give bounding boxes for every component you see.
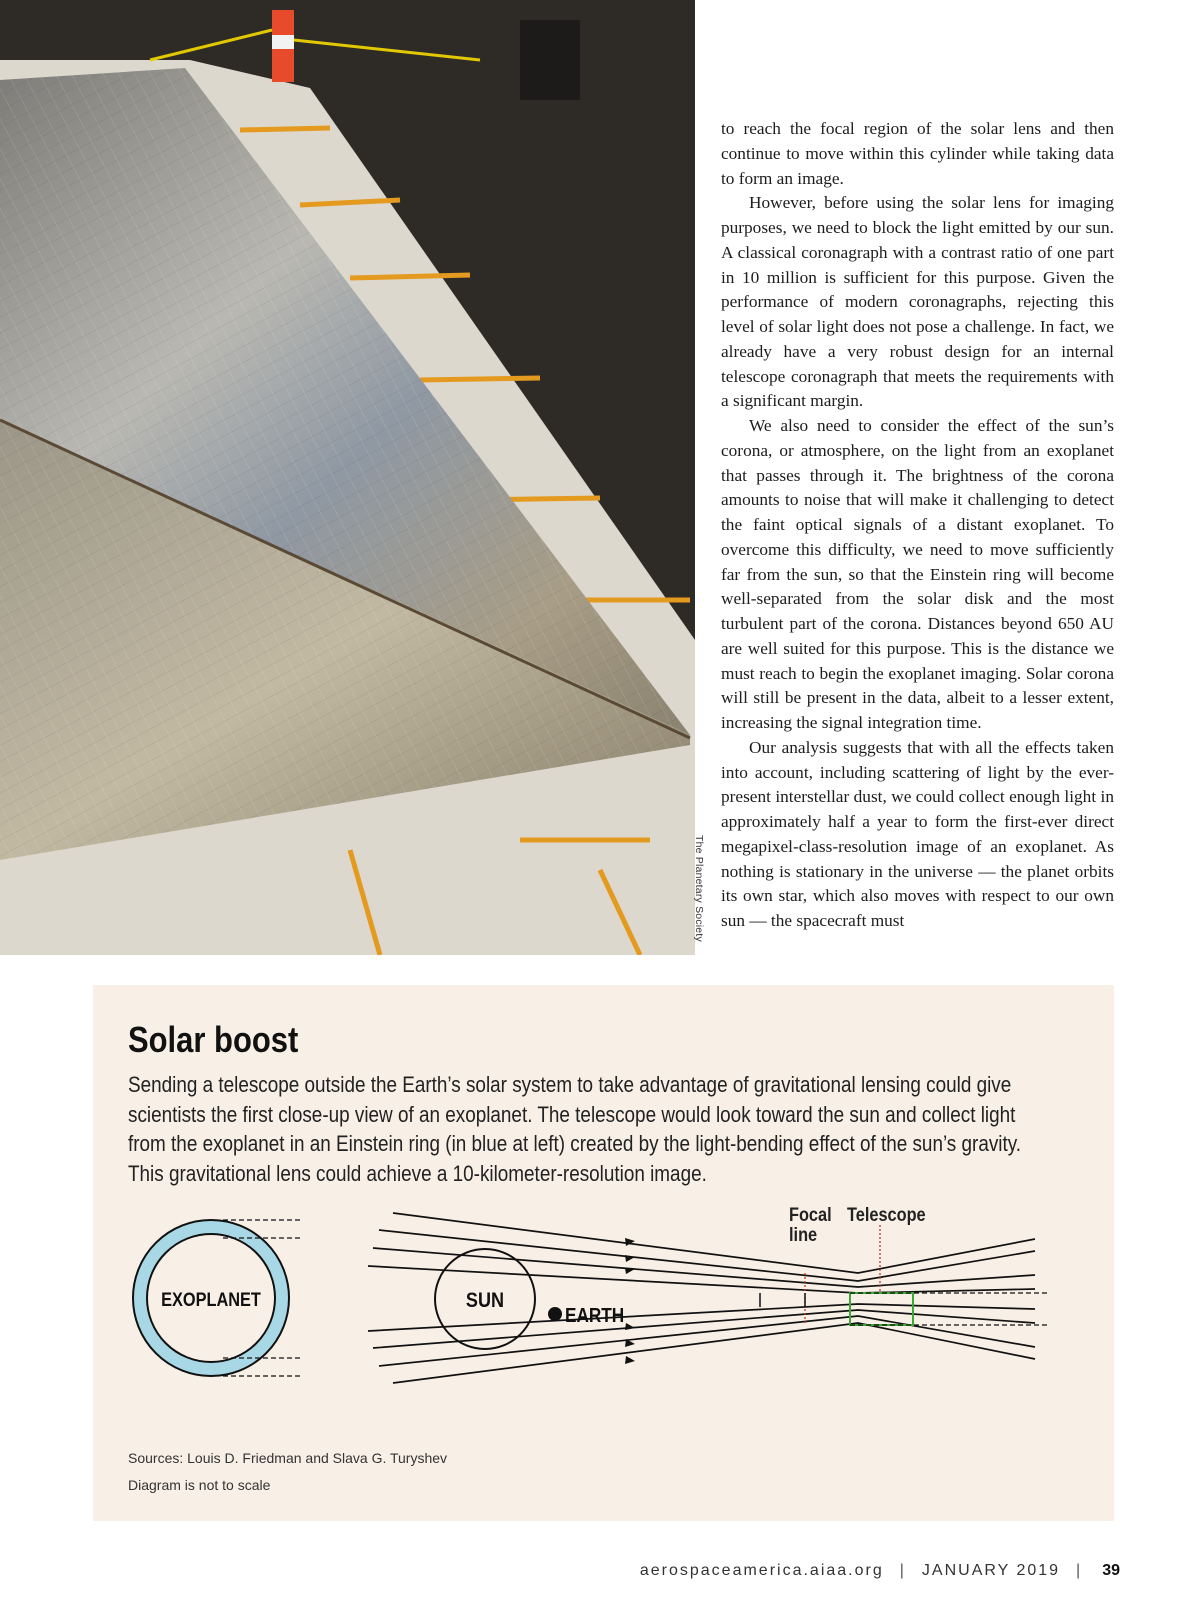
scale-note: Diagram is not to scale [128, 1477, 271, 1493]
body-paragraph: to reach the focal region of the solar lens and then continue to move within this cylinder while taking data to form an image. [721, 119, 1114, 188]
body-paragraph: Our analysis suggests that with all the effects taken into account, including scattering of light by the ever-present interstellar dust, we could collect enough light in approximately half a year to form the first-ever direct megapixel-class-resolution image of an exoplanet. As nothing is stationary in the universe — the planet orbits its own star, which also moves with respect to our own sun — the spacecraft must [721, 737, 1114, 930]
telescope-label: Telescope [846, 1203, 926, 1226]
earth-figure [548, 1304, 624, 1327]
gravitational-lens-diagram [123, 1203, 1083, 1403]
article-body [721, 117, 1114, 934]
photo-credit: The Planetary Society [693, 835, 705, 942]
solar-boost-sidebar [93, 985, 1114, 1521]
footer-issue: JANUARY 2019 [921, 1562, 1061, 1579]
body-paragraph: We also need to consider the effect of the sun’s corona, or atmosphere, on the light from an exoplanet that passes through it. The brightness of the corona amounts to noise that will make it challenging to detect the faint optical signals of a distant exoplanet. To overcome this difficulty, we need to move sufficiently far from the sun, so that the Einstein ring will become well-separated from the solar disk and the most turbulent part of the corona. Distances beyond 650 AU are well suited for this purpose. This is the distance we must reach to begin the exoplanet imaging. Solar corona will still be present in the data, albeit to a lesser extent, increasing the signal integration time. [721, 416, 1114, 732]
focal-label-line2: line [789, 1223, 818, 1246]
telescope-figure [847, 1204, 926, 1325]
exoplanet-figure [133, 1220, 301, 1376]
footer-separator: | [1076, 1562, 1083, 1579]
sidebar-title: Solar boost [128, 1019, 299, 1060]
footer-site-link[interactable]: aerospaceamerica.aiaa.org [639, 1562, 884, 1579]
earth-label: EARTH [565, 1303, 625, 1327]
page-footer [640, 1562, 1120, 1580]
solar-sail-photo [0, 0, 695, 955]
sun-label: SUN [465, 1288, 505, 1313]
earth-dot [548, 1307, 562, 1321]
body-paragraph: However, before using the solar lens for imaging purposes, we need to block the light emitted by our sun. A classical coronagraph with a contrast ratio of one part in 10 million is sufficient for this purpose. Given the performance of modern coronagraphs, rejecting this level of solar light does not pose a challenge. In fact, we already have a very robust design for an internal telescope coronagraph that meets the requirements with a significant margin. [721, 193, 1114, 411]
footer-separator: | [899, 1562, 906, 1579]
exoplanet-label: EXOPLANET [161, 1288, 261, 1311]
page-number: 39 [1102, 1562, 1120, 1579]
sources-note: Sources: Louis D. Friedman and Slava G. Turyshev [128, 1450, 448, 1466]
sidebar-description: Sending a telescope outside the Earth’s solar system to take advantage of gravitational lensing could give scientists the first close-up view of an exoplanet. The telescope would look toward the sun and collect light from the exoplanet in an Einstein ring (in blue at left) created by the light-bending effect of the sun’s gravity. This gravitational lens could achieve a 10-kilometer-resolution image. [128, 1072, 1022, 1186]
sun-figure [435, 1249, 535, 1349]
focal-label-line1: Focal [789, 1203, 832, 1226]
